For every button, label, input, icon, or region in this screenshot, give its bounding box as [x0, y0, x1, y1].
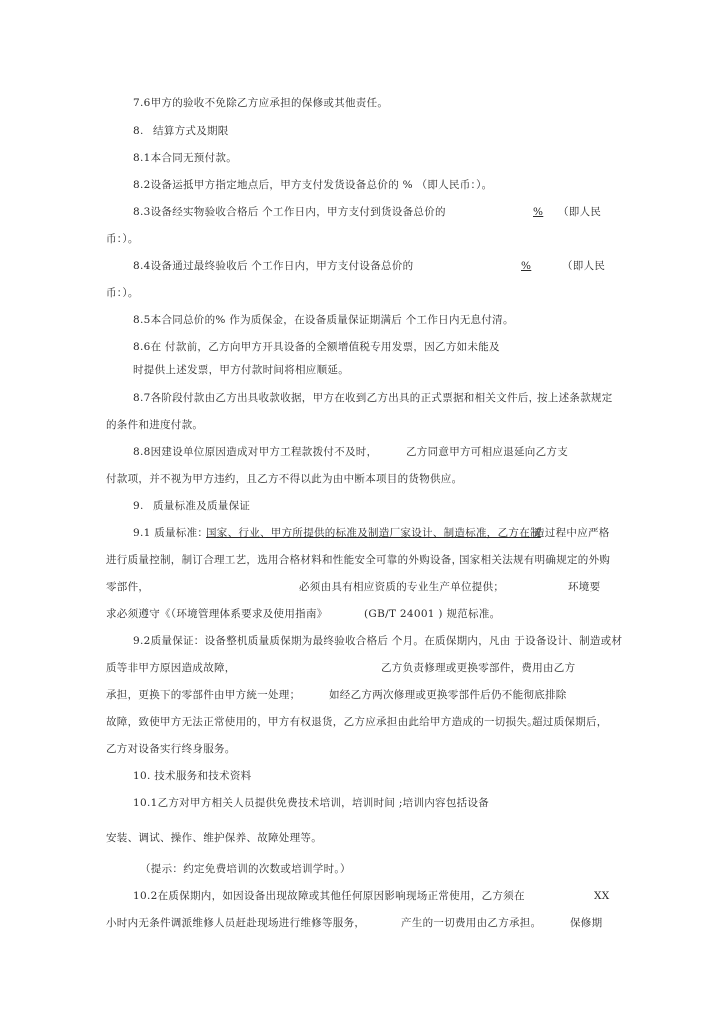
- clause-10-1: 10.1乙方对甲方相关人员提供免费技术培训，培训时间 ;培训内容包括设备: [133, 797, 490, 809]
- clause-8-8-cont: 付款项，并不视为甲方违约，且乙方不得以此为由中断本项目的货物供应。: [106, 473, 463, 485]
- clause-10-2-line2: 小时内无条件调派维修人员赶赴现场进行维修等服务，: [106, 917, 366, 929]
- section-9-number: 9.: [133, 500, 144, 512]
- clause-9-1-gb-standard: (GB/T 24001 ) 规范标准。: [364, 608, 501, 620]
- clause-8-2: 8.2设备运抵甲方指定地点后，甲方支付发货设备总价的 % （即人民币：）。: [133, 179, 493, 191]
- clause-9-1-tail: 造过程中应严格: [534, 527, 610, 539]
- clause-8-6-cont: 时提供上述发票，甲方付款时间将相应顺延。: [133, 364, 349, 376]
- section-10-heading: 10. 技术服务和技术资料: [133, 770, 252, 782]
- clause-9-2-line4: 故障，致使甲方无法正常使用的，甲方有权退货，乙方应承担由此给甲方造成的一切损失。: [106, 716, 538, 728]
- clause-9-1-line3-tail: 环境要: [568, 581, 601, 593]
- clause-10-1-cont: 安装、调试、操作、维护保养、故障处理等。: [106, 832, 322, 844]
- clause-10-2-hours: XX: [594, 890, 610, 902]
- clause-8-8-tail: 乙方同意甲方可相应退延向乙方支: [406, 446, 568, 458]
- clause-9-1-line3-mid: 必须由具有相应资质的专业生产单位提供；: [299, 581, 505, 593]
- clause-9-2-line5: 乙方对设备实行终身服务。: [106, 743, 236, 755]
- clause-9-1-standard: 国家、行业、甲方所提供的标准及制造厂家设计、制造标准，乙方在制: [206, 527, 541, 539]
- clause-10-2: 10.2在质保期内，如因设备出现故障或其他任何原因影响现场正常使用，乙方须在: [133, 890, 525, 902]
- clause-9-2-line2-tail: 乙方负责修理或更换零部件，费用由乙方: [381, 662, 576, 674]
- clause-9-2-line3-tail: 如经乙方两次修理或更换零部件后仍不能彻底排除: [329, 689, 567, 701]
- clause-9-2-line2: 质等非甲方原因造成故障，: [106, 662, 236, 674]
- clause-8-6: 8.6在 付款前，乙方向甲方开具设备的全额增值税专用发票，因乙方如未能及: [133, 341, 500, 353]
- clause-9-1-line2-tail: 国家相关法规有明确规定的外购: [459, 554, 611, 566]
- clause-9-2: 9.2质量保证：设备整机质量质保期为最终验收合格后 个月。在质保期内，凡由 于设备设计、制造或材: [133, 635, 623, 647]
- clause-8-7-cont: 的条件和进度付款。: [106, 419, 204, 431]
- clause-8-3-rmb: （即人民: [558, 206, 602, 218]
- clause-8-8: 8.8因建设单位原因造成对甲方工程款拨付不及时，: [133, 446, 378, 458]
- clause-8-3-cont: 币：）。: [106, 233, 139, 245]
- clause-8-7: 8.7各阶段付款由乙方出具收款收据，甲方在收到乙方出具的正式票据和相关文件后，: [133, 392, 540, 404]
- clause-9-2-line3: 承担，更换下的零部件由甲方統一处理；: [106, 689, 301, 701]
- clause-10-1-hint: （提示：约定免费培训的次数或培训学时。）: [140, 863, 351, 875]
- clause-10-2-line2-mid: 产生的一切费用由乙方承担。: [401, 917, 542, 929]
- clause-9-2-line4-tail: 超过质保期后，: [532, 716, 608, 728]
- clause-8-3-percent: %: [533, 206, 544, 218]
- section-9-heading: 质量标准及质量保证: [153, 500, 251, 512]
- clause-9-1-label: 9.1 质量标准：: [133, 527, 209, 539]
- clause-10-2-line2-tail: 保修期: [570, 917, 603, 929]
- clause-9-1-line2: 进行质量控制，制订合理工艺，选用合格材料和性能安全可靠的外购设备，: [106, 554, 463, 566]
- clause-7-6: 7.6甲方的验收不免除乙方应承担的保修或其他责任。: [133, 97, 389, 109]
- clause-8-4-cont: 币：）。: [106, 287, 139, 299]
- clause-8-4-percent: %: [521, 260, 532, 272]
- clause-8-4: 8.4设备通过最终验收后 个工作日内，甲方支付设备总价的: [133, 260, 414, 272]
- clause-8-7-tail: 按上述条款规定: [537, 392, 613, 404]
- section-8-number: 8.: [133, 125, 144, 137]
- clause-9-1-line4: 求必须遵守《（环境管理体系要求及使用指南》: [106, 608, 328, 620]
- clause-9-1-line3: 零部件，: [106, 581, 150, 593]
- clause-8-5: 8.5本合同总价的% 作为质保金，在设备质量保证期满后 个工作日内无息付清。: [133, 314, 514, 326]
- clause-8-1: 8.1本合同无预付款。: [133, 152, 237, 164]
- section-8-heading: 结算方式及期限: [153, 125, 229, 137]
- clause-8-4-rmb: （即人民: [562, 260, 606, 272]
- clause-8-3: 8.3设备经实物验收合格后 个工作日内，甲方支付到货设备总价的: [133, 206, 446, 218]
